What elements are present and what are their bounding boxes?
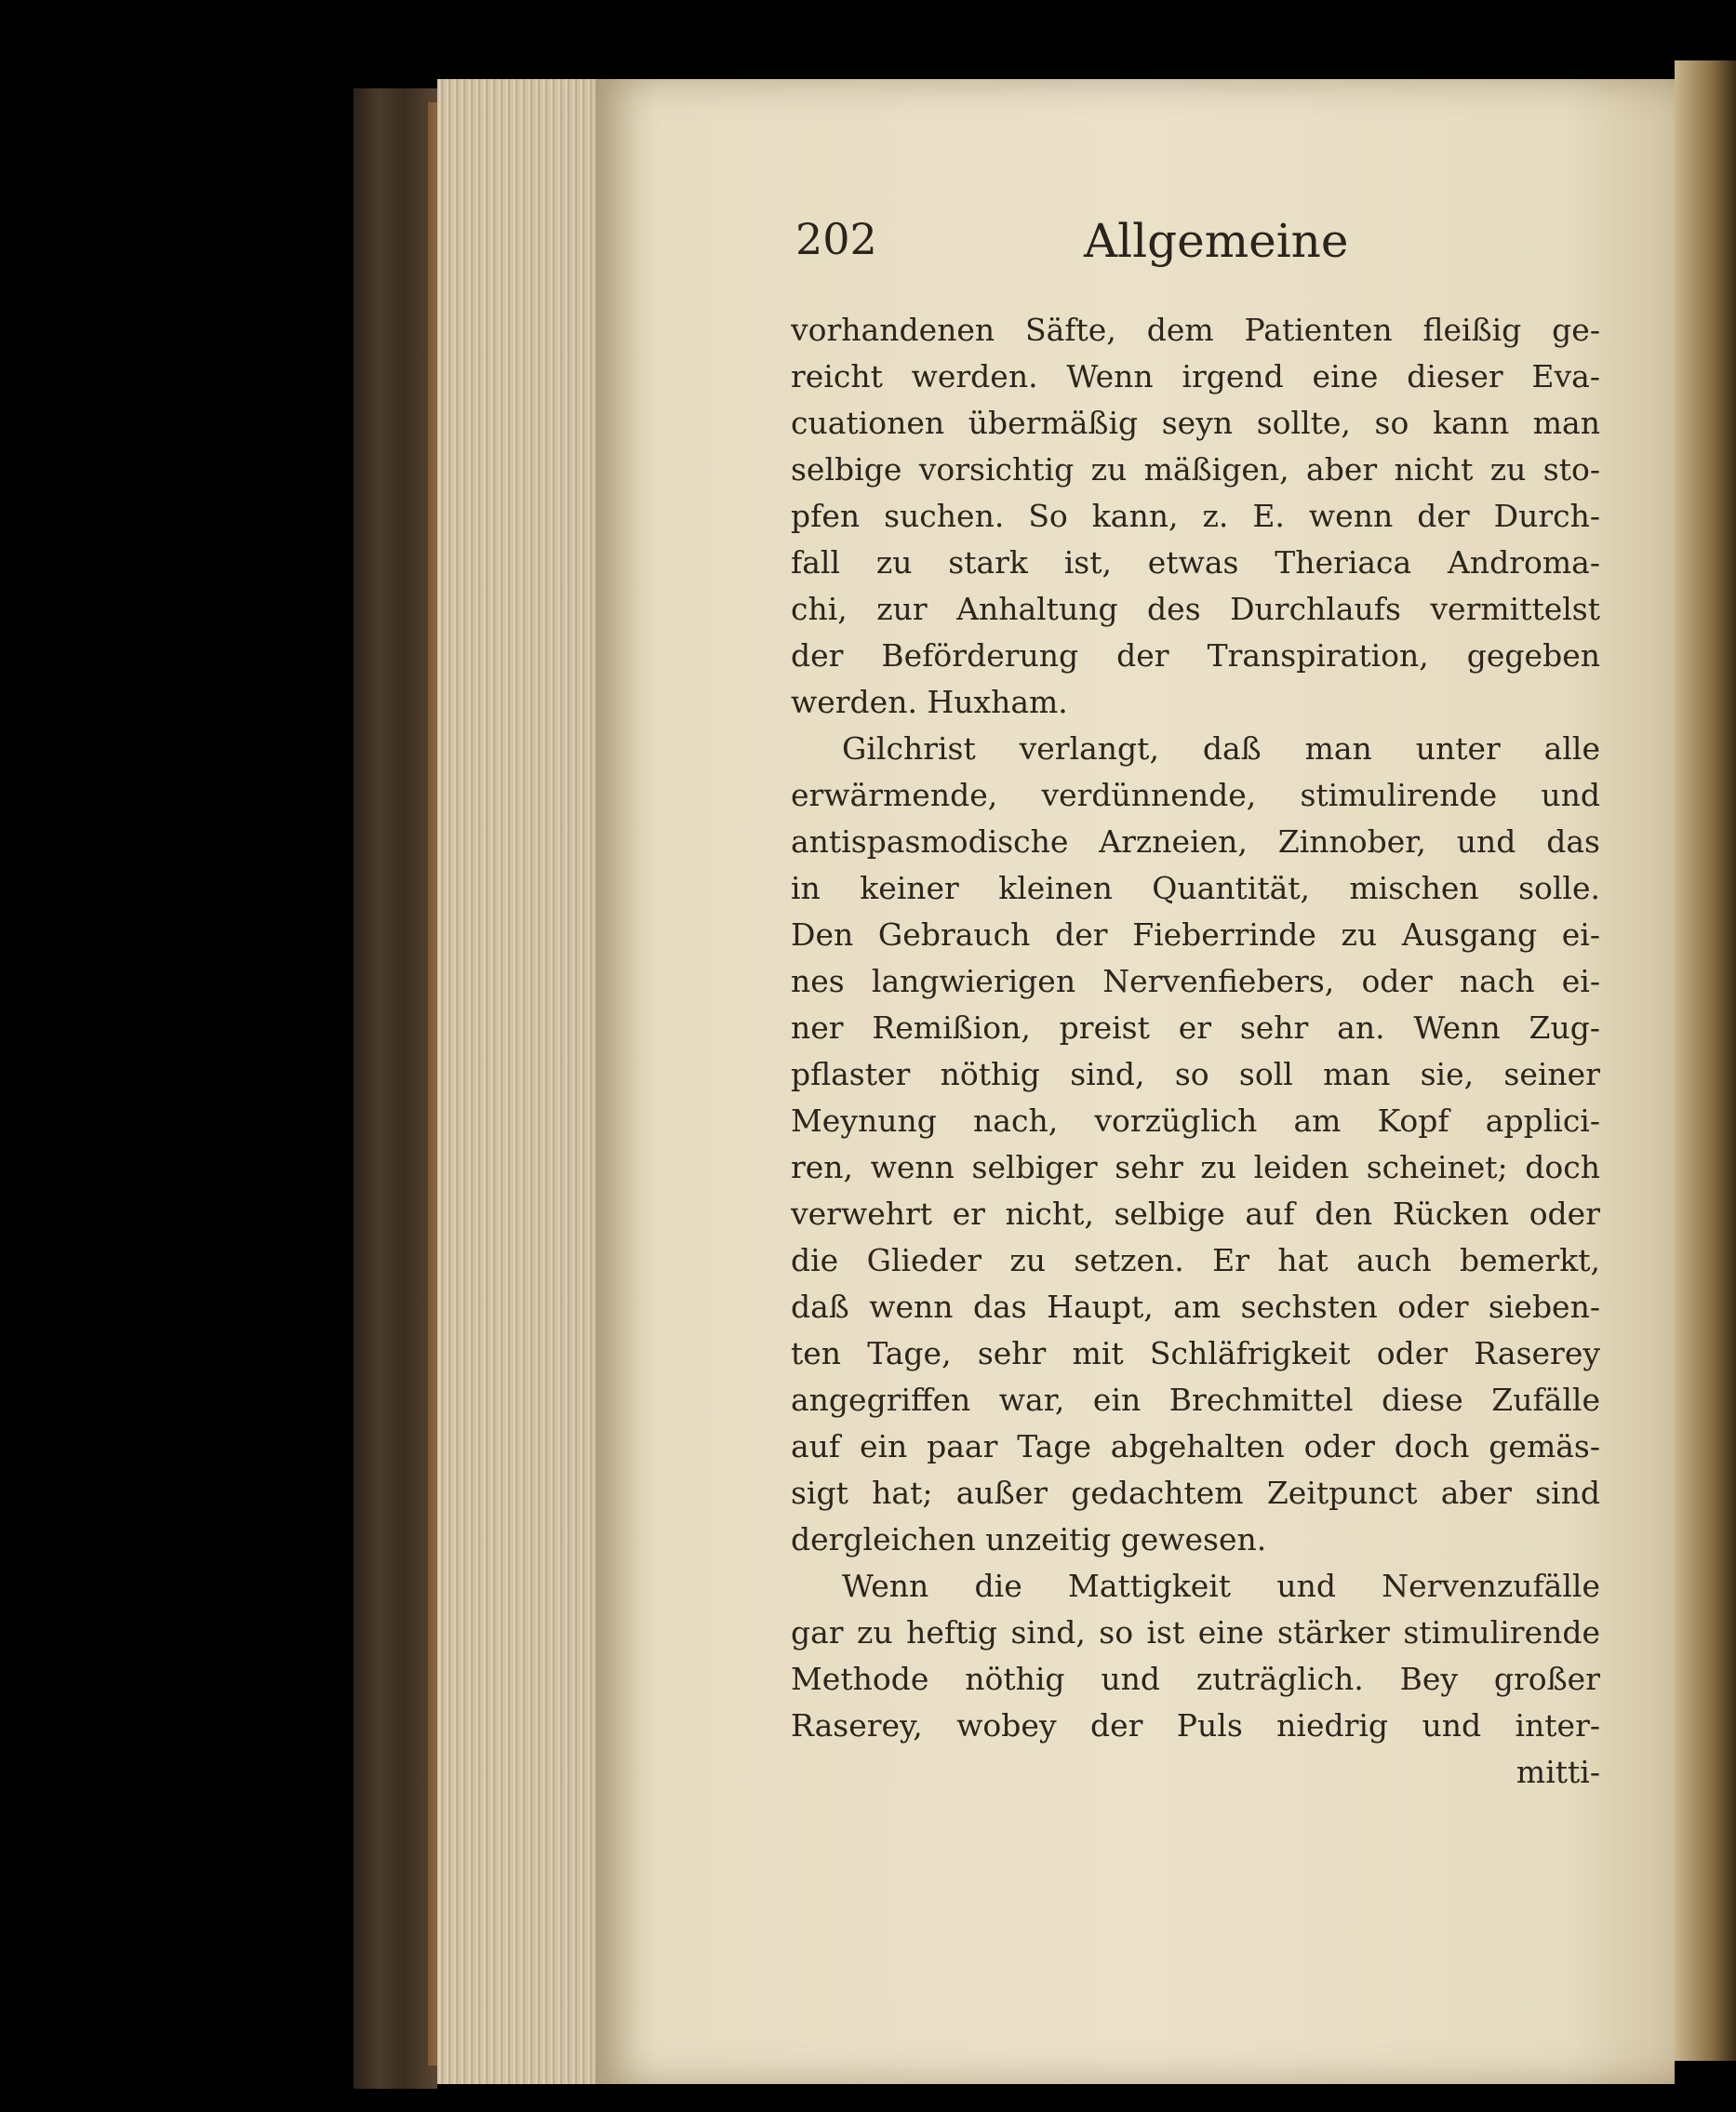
text-line: Raserey, wobey der Puls niedrig und inter- [791, 1707, 1600, 1744]
text-line: reicht werden. Wenn irgend eine dieser Eva- [791, 358, 1600, 394]
text-line: pflaster nöthig sind, so soll man sie, seiner [791, 1056, 1600, 1092]
running-head [795, 214, 1614, 279]
text-line: werden. Huxham. [791, 684, 1068, 720]
text-line: auf ein paar Tage abgehalten oder doch gemäs- [791, 1428, 1600, 1464]
text-line: verwehrt er nicht, selbige auf den Rücken oder [791, 1196, 1600, 1232]
text-line: dergleichen unzeitig gewesen. [791, 1521, 1267, 1557]
gutter-right [1675, 60, 1736, 2061]
book-cover-left [354, 88, 437, 2089]
page-number: 202 [795, 214, 877, 264]
text-line: ner Remißion, preist er sehr an. Wenn Zug- [791, 1009, 1600, 1046]
text-line: pfen suchen. So kann, z. E. wenn der Durch- [791, 498, 1600, 534]
text-line: Wenn die Mattigkeit und Nervenzufälle [842, 1568, 1600, 1604]
text-line: Methode nöthig und zuträglich. Bey großer [791, 1661, 1600, 1697]
text-line: gar zu heftig sind, so ist eine stärker stimulirende [791, 1614, 1600, 1651]
text-line: selbige vorsichtig zu mäßigen, aber nicht zu sto- [791, 451, 1600, 488]
text-line: in keiner kleinen Quantität, mischen solle. [791, 870, 1600, 906]
text-line: Den Gebrauch der Fieberrinde zu Ausgang ei- [791, 916, 1600, 953]
text-line: sigt hat; außer gedachtem Zeitpunct aber sind [791, 1475, 1600, 1511]
text-line: angegriffen war, ein Brechmittel diese Zufälle [791, 1382, 1600, 1418]
text-line: cuationen übermäßig seyn sollte, so kann man [791, 405, 1600, 441]
body-text [791, 307, 1600, 1945]
text-line: fall zu stark ist, etwas Theriaca Androma- [791, 544, 1600, 581]
text-line: der Beförderung der Transpiration, gegeben [791, 637, 1600, 674]
text-line: vorhandenen Säfte, dem Patienten fleißig ge- [791, 312, 1600, 348]
text-line: erwärmende, verdünnende, stimulirende und [791, 777, 1600, 813]
text-line: die Glieder zu setzen. Er hat auch bemerkt, [791, 1242, 1600, 1278]
text-line: Gilchrist verlangt, daß man unter alle [842, 730, 1600, 767]
running-head-title: Allgemeine [1084, 214, 1349, 268]
text-line: ten Tage, sehr mit Schläfrigkeit oder Raserey [791, 1335, 1600, 1371]
text-line: antispasmodische Arzneien, Zinnober, und das [791, 823, 1600, 860]
text-line: Meynung nach, vorzüglich am Kopf applici- [791, 1103, 1600, 1139]
text-line: daß wenn das Haupt, am sechsten oder sieben- [791, 1289, 1600, 1325]
catchword: mitti- [1516, 1754, 1600, 1790]
text-line: nes langwierigen Nervenfiebers, oder nach ei- [791, 963, 1600, 999]
page-block-edges [437, 79, 605, 2084]
text-line: ren, wenn selbiger sehr zu leiden scheinet; doch [791, 1149, 1600, 1185]
text-line: chi, zur Anhaltung des Durchlaufs vermittelst [791, 591, 1600, 627]
